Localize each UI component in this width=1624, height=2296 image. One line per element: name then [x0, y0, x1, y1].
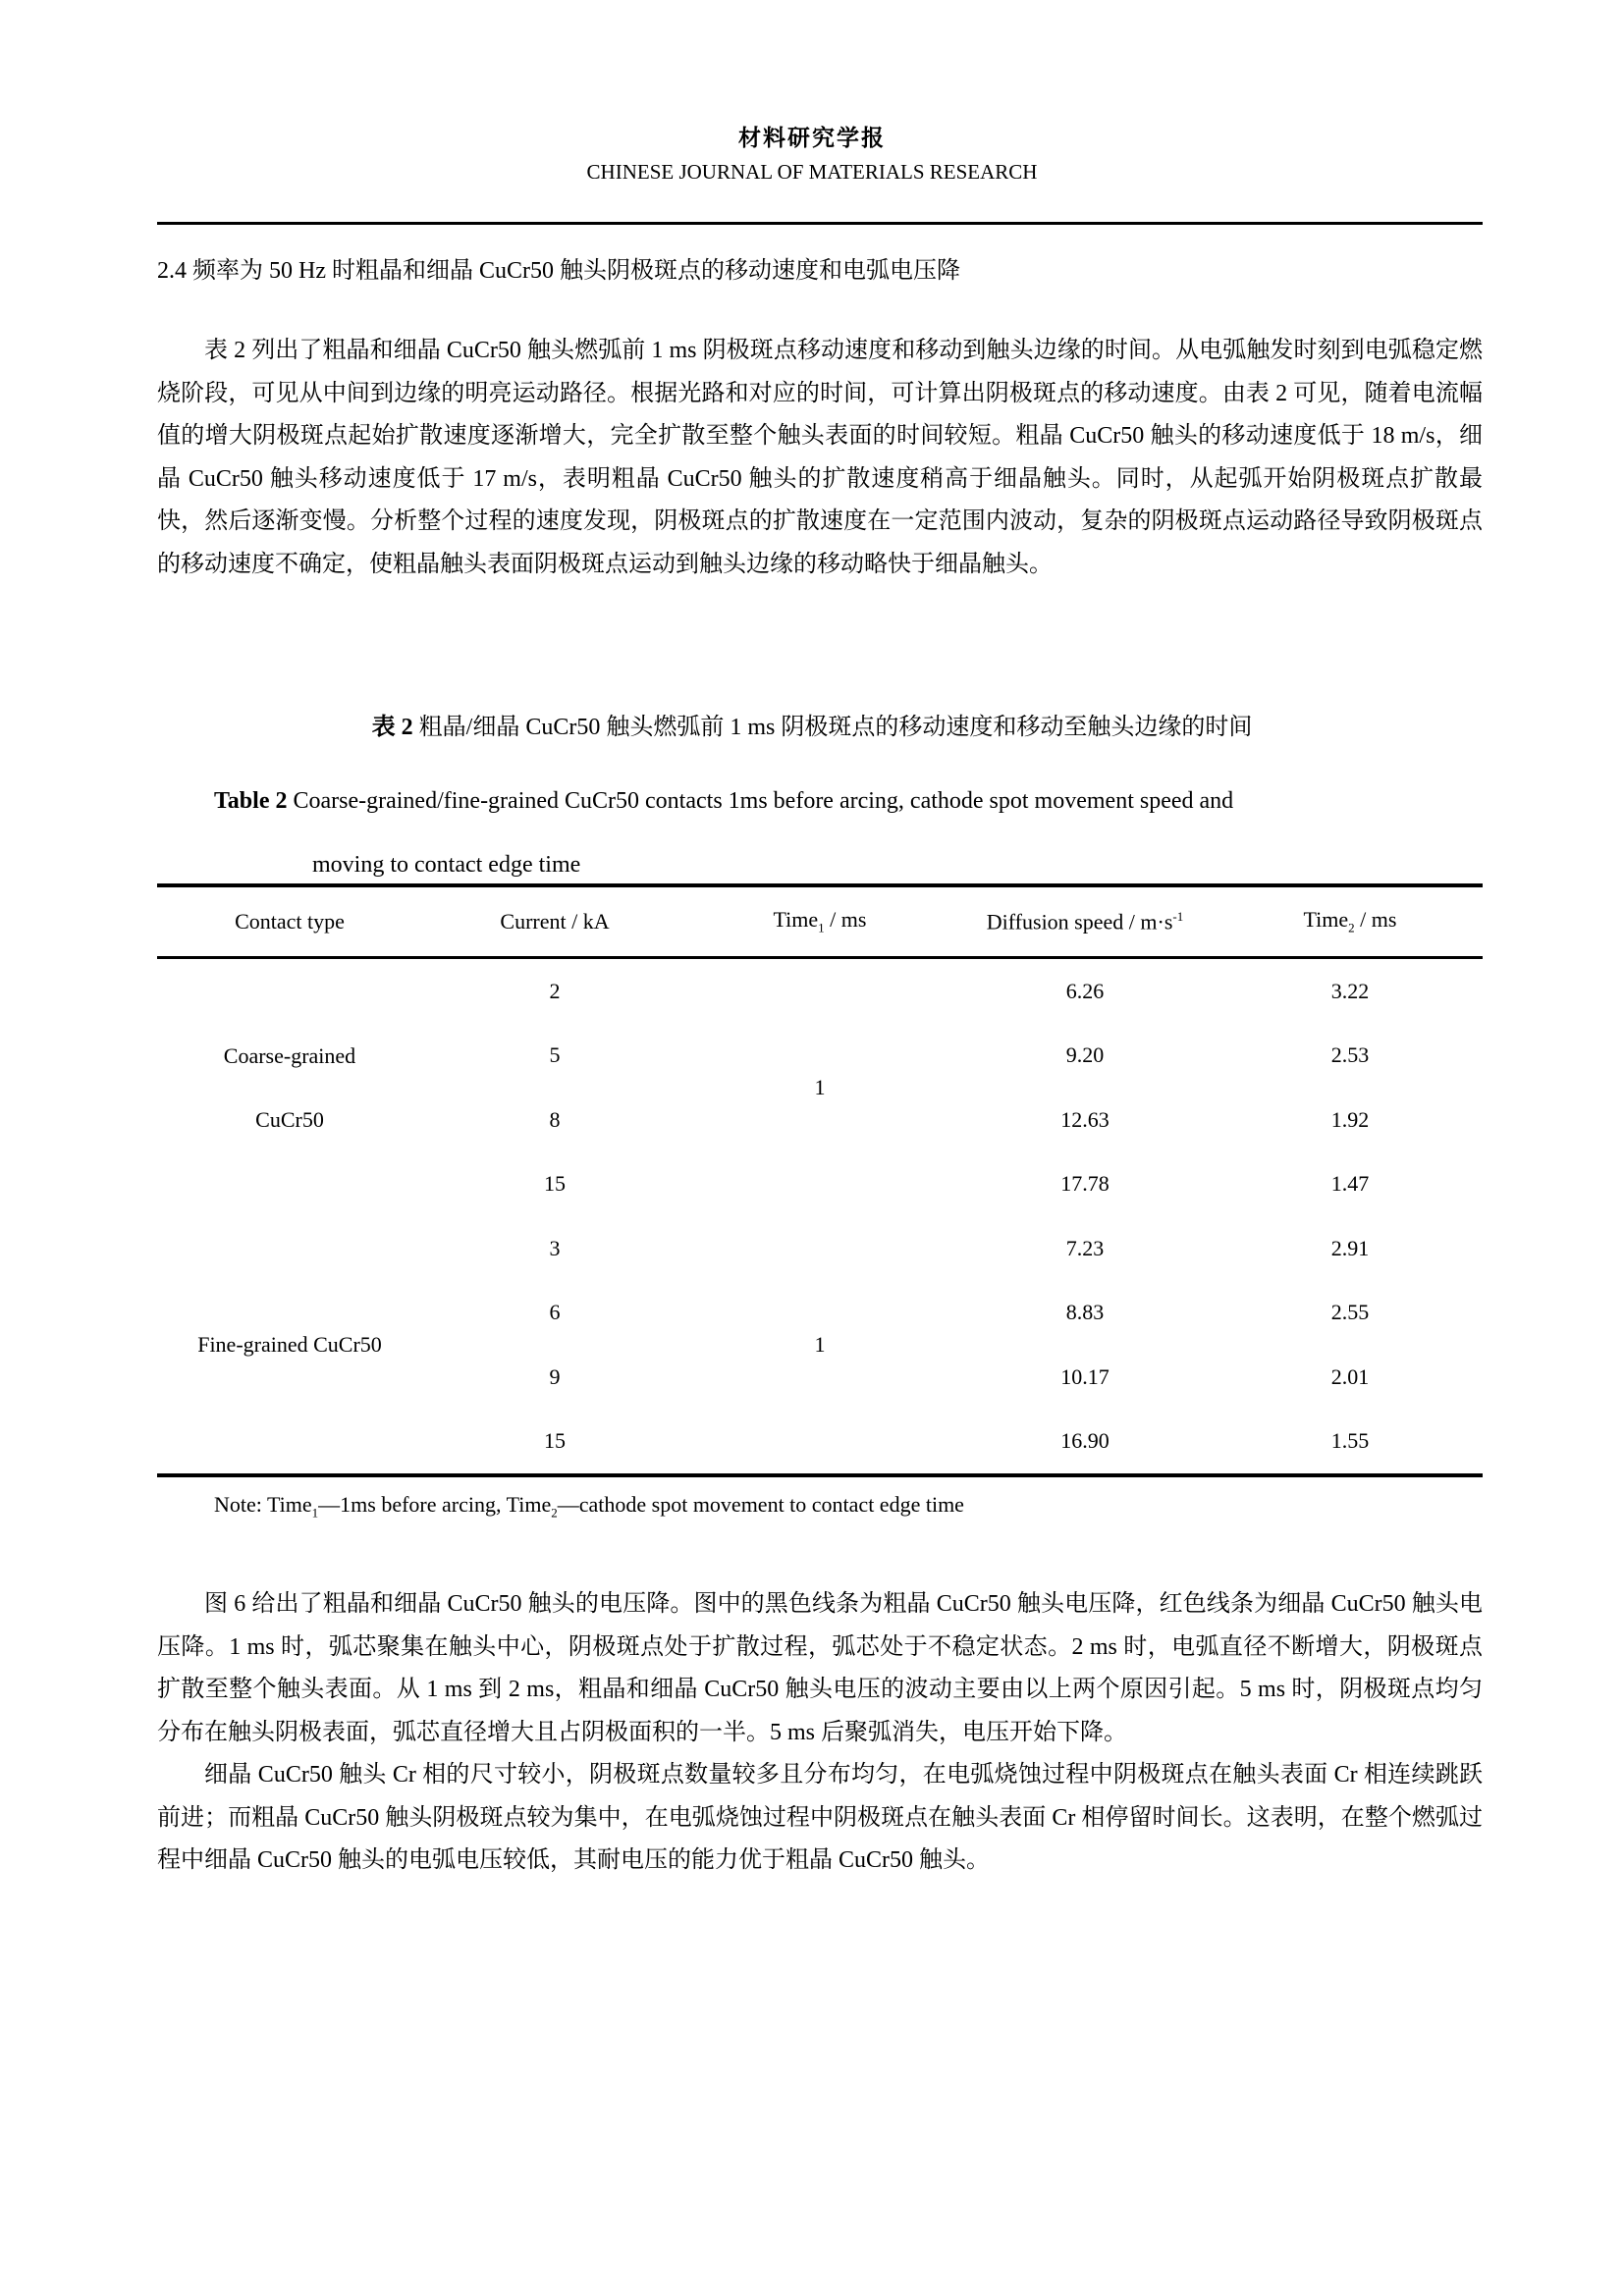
table-bottom-rule: [157, 1473, 1483, 1477]
cell-time2: 2.55: [1330, 1300, 1370, 1325]
table-caption-en-line2: moving to contact edge time: [312, 852, 581, 878]
cell-current: 3: [549, 1235, 561, 1260]
journal-title-en: CHINESE JOURNAL OF MATERIALS RESEARCH: [586, 160, 1038, 184]
cell-speed: 8.83: [1065, 1300, 1105, 1325]
cell-current: 8: [549, 1106, 561, 1132]
table-caption-cn-label: 表 2: [371, 715, 413, 740]
paragraph: 图 6 给出了粗晶和细晶 CuCr50 触头的电压降。图中的黑色线条为粗晶 CuCr50 触头电压降，红色线条为细晶 CuCr50 触头电压降。1 ms 时，弧芯聚集在触头中心，阴极斑点处于扩散过程，弧芯处于不稳定状态。2 ms 时，电弧直径不断增大，阴极斑点扩散至整个触头表面。从 1 ms 到 2 ms，粗晶和细晶 CuCr50 触头电压的波动主要由以上两个原因引起。5 ms 时，阴极斑点均匀分布在触头阴极表面，弧芯直径增大且占阴极面积的一半。5 ms 后聚弧消失，电压开始下降。: [157, 1591, 1483, 1745]
cell-current: 2: [549, 978, 561, 1003]
table-caption-en: [214, 770, 1481, 897]
cell-contact-type: Fine-grained CuCr50: [197, 1332, 382, 1357]
table-row: [157, 959, 1483, 1024]
paragraph: 表 2 列出了粗晶和细晶 CuCr50 触头燃弧前 1 ms 阴极斑点移动速度和移动到触头边缘的时间。从电弧触发时刻到电弧稳定燃烧阶段，可见从中间到边缘的明亮运动路径。根据光路和对应的时间，可计算出阴极斑点的移动速度。由表 2 可见，随着电流幅值的增大阴极斑点起始扩散速度逐渐增大，完全扩散至整个触头表面的时间较短。粗晶 CuCr50 触头的移动速度低于 18 m/s，细晶 CuCr50 触头移动速度低于 17 m/s，表明粗晶 CuCr50 触头的扩散速度稍高于细晶触头。同时，从起弧开始阴极斑点扩散最快，然后逐渐变慢。分析整个过程的速度发现，阴极斑点的扩散速度在一定范围内波动，复杂的阴极斑点运动路径导致阴极斑点的移动速度不确定，使粗晶触头表面阴极斑点运动到触头边缘的移动略快于细晶触头。: [157, 338, 1483, 577]
cell-time2: 1.55: [1330, 1428, 1370, 1454]
cell-speed: 16.90: [1060, 1428, 1110, 1454]
header-time1: Time$_1$ / ms: [773, 907, 867, 935]
cell-time1: 1: [814, 1075, 826, 1099]
cell-time2: 2.53: [1330, 1042, 1370, 1068]
cell-contact-type: Coarse-grained CuCr50: [223, 1043, 356, 1132]
cell-speed: 12.63: [1060, 1106, 1110, 1132]
cell-time1: 1: [814, 1332, 826, 1357]
cell-time2: 2.91: [1330, 1235, 1370, 1260]
section-heading: 2.4 频率为 50 Hz 时粗晶和细晶 CuCr50 触头阴极斑点的移动速度和电弧电压降: [157, 258, 960, 284]
cell-speed: 7.23: [1065, 1235, 1105, 1260]
table-header-row: [157, 887, 1483, 956]
paragraph: 细晶 CuCr50 触头 Cr 相的尺寸较小，阴极斑点数量较多且分布均匀，在电弧烧蚀过程中阴极斑点在触头表面 Cr 相连续跳跃前进；而粗晶 CuCr50 触头阴极斑点较为集中，在电弧烧蚀过程中阴极斑点在触头表面 Cr 相停留时间长。这表明，在整个燃弧过程中细晶 CuCr50 触头的电弧电压较低，其耐电压的能力优于粗晶 CuCr50 触头。: [157, 1762, 1483, 1873]
journal-title-cn: 材料研究学报: [738, 126, 886, 150]
cell-time2: 1.92: [1330, 1106, 1370, 1132]
header-time2: Time$_2$ / ms: [1303, 907, 1397, 935]
header-contact-type: Contact type: [235, 909, 345, 934]
cell-current: 9: [549, 1363, 561, 1389]
table-caption-cn: [0, 707, 1624, 741]
table-caption-en-line1: [214, 770, 1481, 833]
cell-speed: 9.20: [1065, 1042, 1105, 1068]
table-caption-cn-text: 粗晶/细晶 CuCr50 触头燃弧前 1 ms 阴极斑点的移动速度和移动至触头边缘的时间: [418, 715, 1253, 740]
cell-current: 15: [544, 1428, 566, 1454]
cell-current: 6: [549, 1300, 561, 1325]
cell-speed: 6.26: [1065, 978, 1105, 1003]
table-caption-en-text: Coarse-grained/fine-grained CuCr50 contacts 1ms before arcing, cathode spot movement speed and: [293, 788, 1234, 814]
table-row: [157, 1216, 1483, 1281]
table-note: Note: Time$_1$—1ms before arcing, Time$_2$—cathode spot movement to contact edge time: [214, 1492, 964, 1521]
cell-speed: 10.17: [1060, 1363, 1110, 1389]
header-rule: [157, 222, 1483, 225]
data-table: [157, 883, 1483, 1477]
cell-time2: 3.22: [1330, 978, 1370, 1003]
table-caption-en-label: Table 2: [214, 788, 288, 814]
cell-time2: 1.47: [1330, 1171, 1370, 1197]
header-diffusion-speed: Diffusion speed / $m\cdot s^{-1}$: [986, 908, 1184, 934]
header-current: Current / kA: [500, 909, 610, 934]
cell-speed: 17.78: [1060, 1171, 1110, 1197]
cell-time2: 2.01: [1330, 1363, 1370, 1389]
cell-current: 5: [549, 1042, 561, 1068]
cell-current: 15: [544, 1171, 566, 1197]
